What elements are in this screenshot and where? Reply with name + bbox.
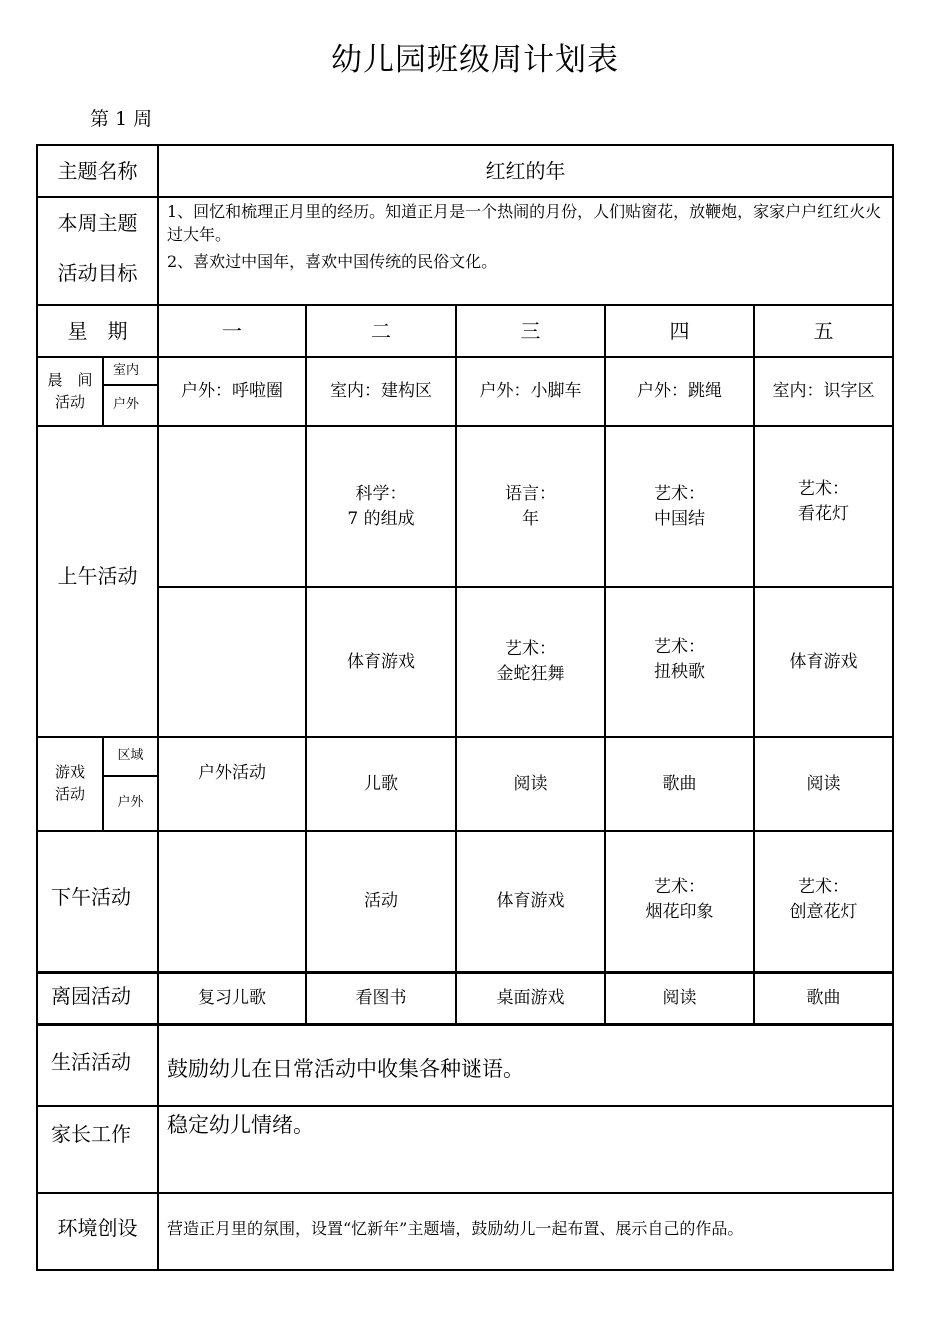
morning-indoor-label: 室内 <box>112 362 139 378</box>
am-r1-wed: 语言： 年 <box>505 483 556 529</box>
morning-mon: 户外：呼啦圈 <box>181 381 283 402</box>
morning-thu: 户外：跳绳 <box>637 381 722 402</box>
pm-mon <box>159 832 305 971</box>
am-r2-mon <box>159 588 305 736</box>
row-divider <box>36 1192 894 1194</box>
leave-wed: 桌面游戏 <box>496 988 565 1009</box>
goals-line-1: 1、回忆和梳理正月里的经历。知道正月是一个热闹的月份，人们贴窗花，放鞭炮，家家户户红红火火过大年。 <box>167 202 882 245</box>
am-label: 上午活动 <box>57 564 138 588</box>
games-thu: 歌曲 <box>662 773 697 794</box>
weekday-label: 星 期 <box>67 318 128 343</box>
goals-line-2: 2、喜欢过中国年，喜欢中国传统的民俗文化。 <box>167 252 498 271</box>
weekday-fri: 五 <box>813 318 834 343</box>
weekday-wed: 三 <box>520 318 541 343</box>
morning-label: 晨 间 活动 <box>47 370 93 411</box>
theme-value: 红红的年 <box>485 158 566 183</box>
leave-mon: 复习儿歌 <box>198 988 266 1009</box>
am-r2-fri: 体育游戏 <box>789 651 858 672</box>
leave-tue: 看图书 <box>355 988 407 1009</box>
goals-label-1: 本周主题 <box>57 210 138 235</box>
am-r2-wed: 艺术： 金蛇狂舞 <box>496 639 565 684</box>
row-divider <box>36 196 894 198</box>
games-area-label: 区域 <box>117 748 144 764</box>
goals-label-2: 活动目标 <box>57 260 138 285</box>
leave-thu: 阅读 <box>662 988 697 1009</box>
row-divider <box>36 1023 894 1026</box>
am-r1-fri: 艺术： 看花灯 <box>798 478 849 524</box>
games-wed: 阅读 <box>513 773 548 794</box>
leave-fri: 歌曲 <box>806 988 841 1009</box>
environment-value: 营造正月里的氛围，设置“忆新年”主题墙，鼓励幼儿一起布置、展示自己的作品。 <box>167 1219 744 1238</box>
leave-label: 离园活动 <box>51 983 131 1008</box>
weekday-mon: 一 <box>222 318 242 343</box>
pm-thu: 艺术： 烟花印象 <box>645 877 714 922</box>
page-title: 幼儿园班级周计划表 <box>331 42 619 78</box>
games-fri: 阅读 <box>806 773 841 794</box>
weekday-thu: 四 <box>669 318 690 343</box>
week-number: 第 1 周 <box>90 108 153 130</box>
pm-wed: 体育游戏 <box>496 891 565 912</box>
life-label: 生活活动 <box>51 1049 131 1074</box>
games-mon: 户外活动 <box>198 762 266 783</box>
am-r1-mon <box>159 427 305 586</box>
environment-label: 环境创设 <box>57 1215 138 1240</box>
games-outdoor-label: 户外 <box>117 795 144 811</box>
am-r2-thu: 艺术： 扭秧歌 <box>654 637 705 682</box>
pm-tue: 活动 <box>364 891 398 912</box>
weekday-tue: 二 <box>371 318 391 343</box>
am-r2-tue: 体育游戏 <box>347 651 415 672</box>
morning-fri: 室内：识字区 <box>772 381 875 402</box>
life-value: 鼓励幼儿在日常活动中收集各种谜语。 <box>167 1057 524 1081</box>
am-r1-tue: 科学： 7 的组成 <box>347 483 415 529</box>
am-r1-thu: 艺术： 中国结 <box>654 483 705 529</box>
parents-label: 家长工作 <box>51 1121 131 1146</box>
pm-fri: 艺术： 创意花灯 <box>789 877 858 922</box>
games-tue: 儿歌 <box>364 773 398 794</box>
pm-label: 下午活动 <box>51 884 131 909</box>
morning-tue: 室内：建构区 <box>330 381 432 402</box>
morning-wed: 户外：小脚车 <box>479 381 582 402</box>
row-divider <box>36 1105 894 1107</box>
parents-value: 稳定幼儿情绪。 <box>167 1113 314 1137</box>
games-label: 游戏 活动 <box>54 763 85 803</box>
morning-outdoor-label: 户外 <box>112 397 139 413</box>
theme-label: 主题名称 <box>57 158 138 183</box>
